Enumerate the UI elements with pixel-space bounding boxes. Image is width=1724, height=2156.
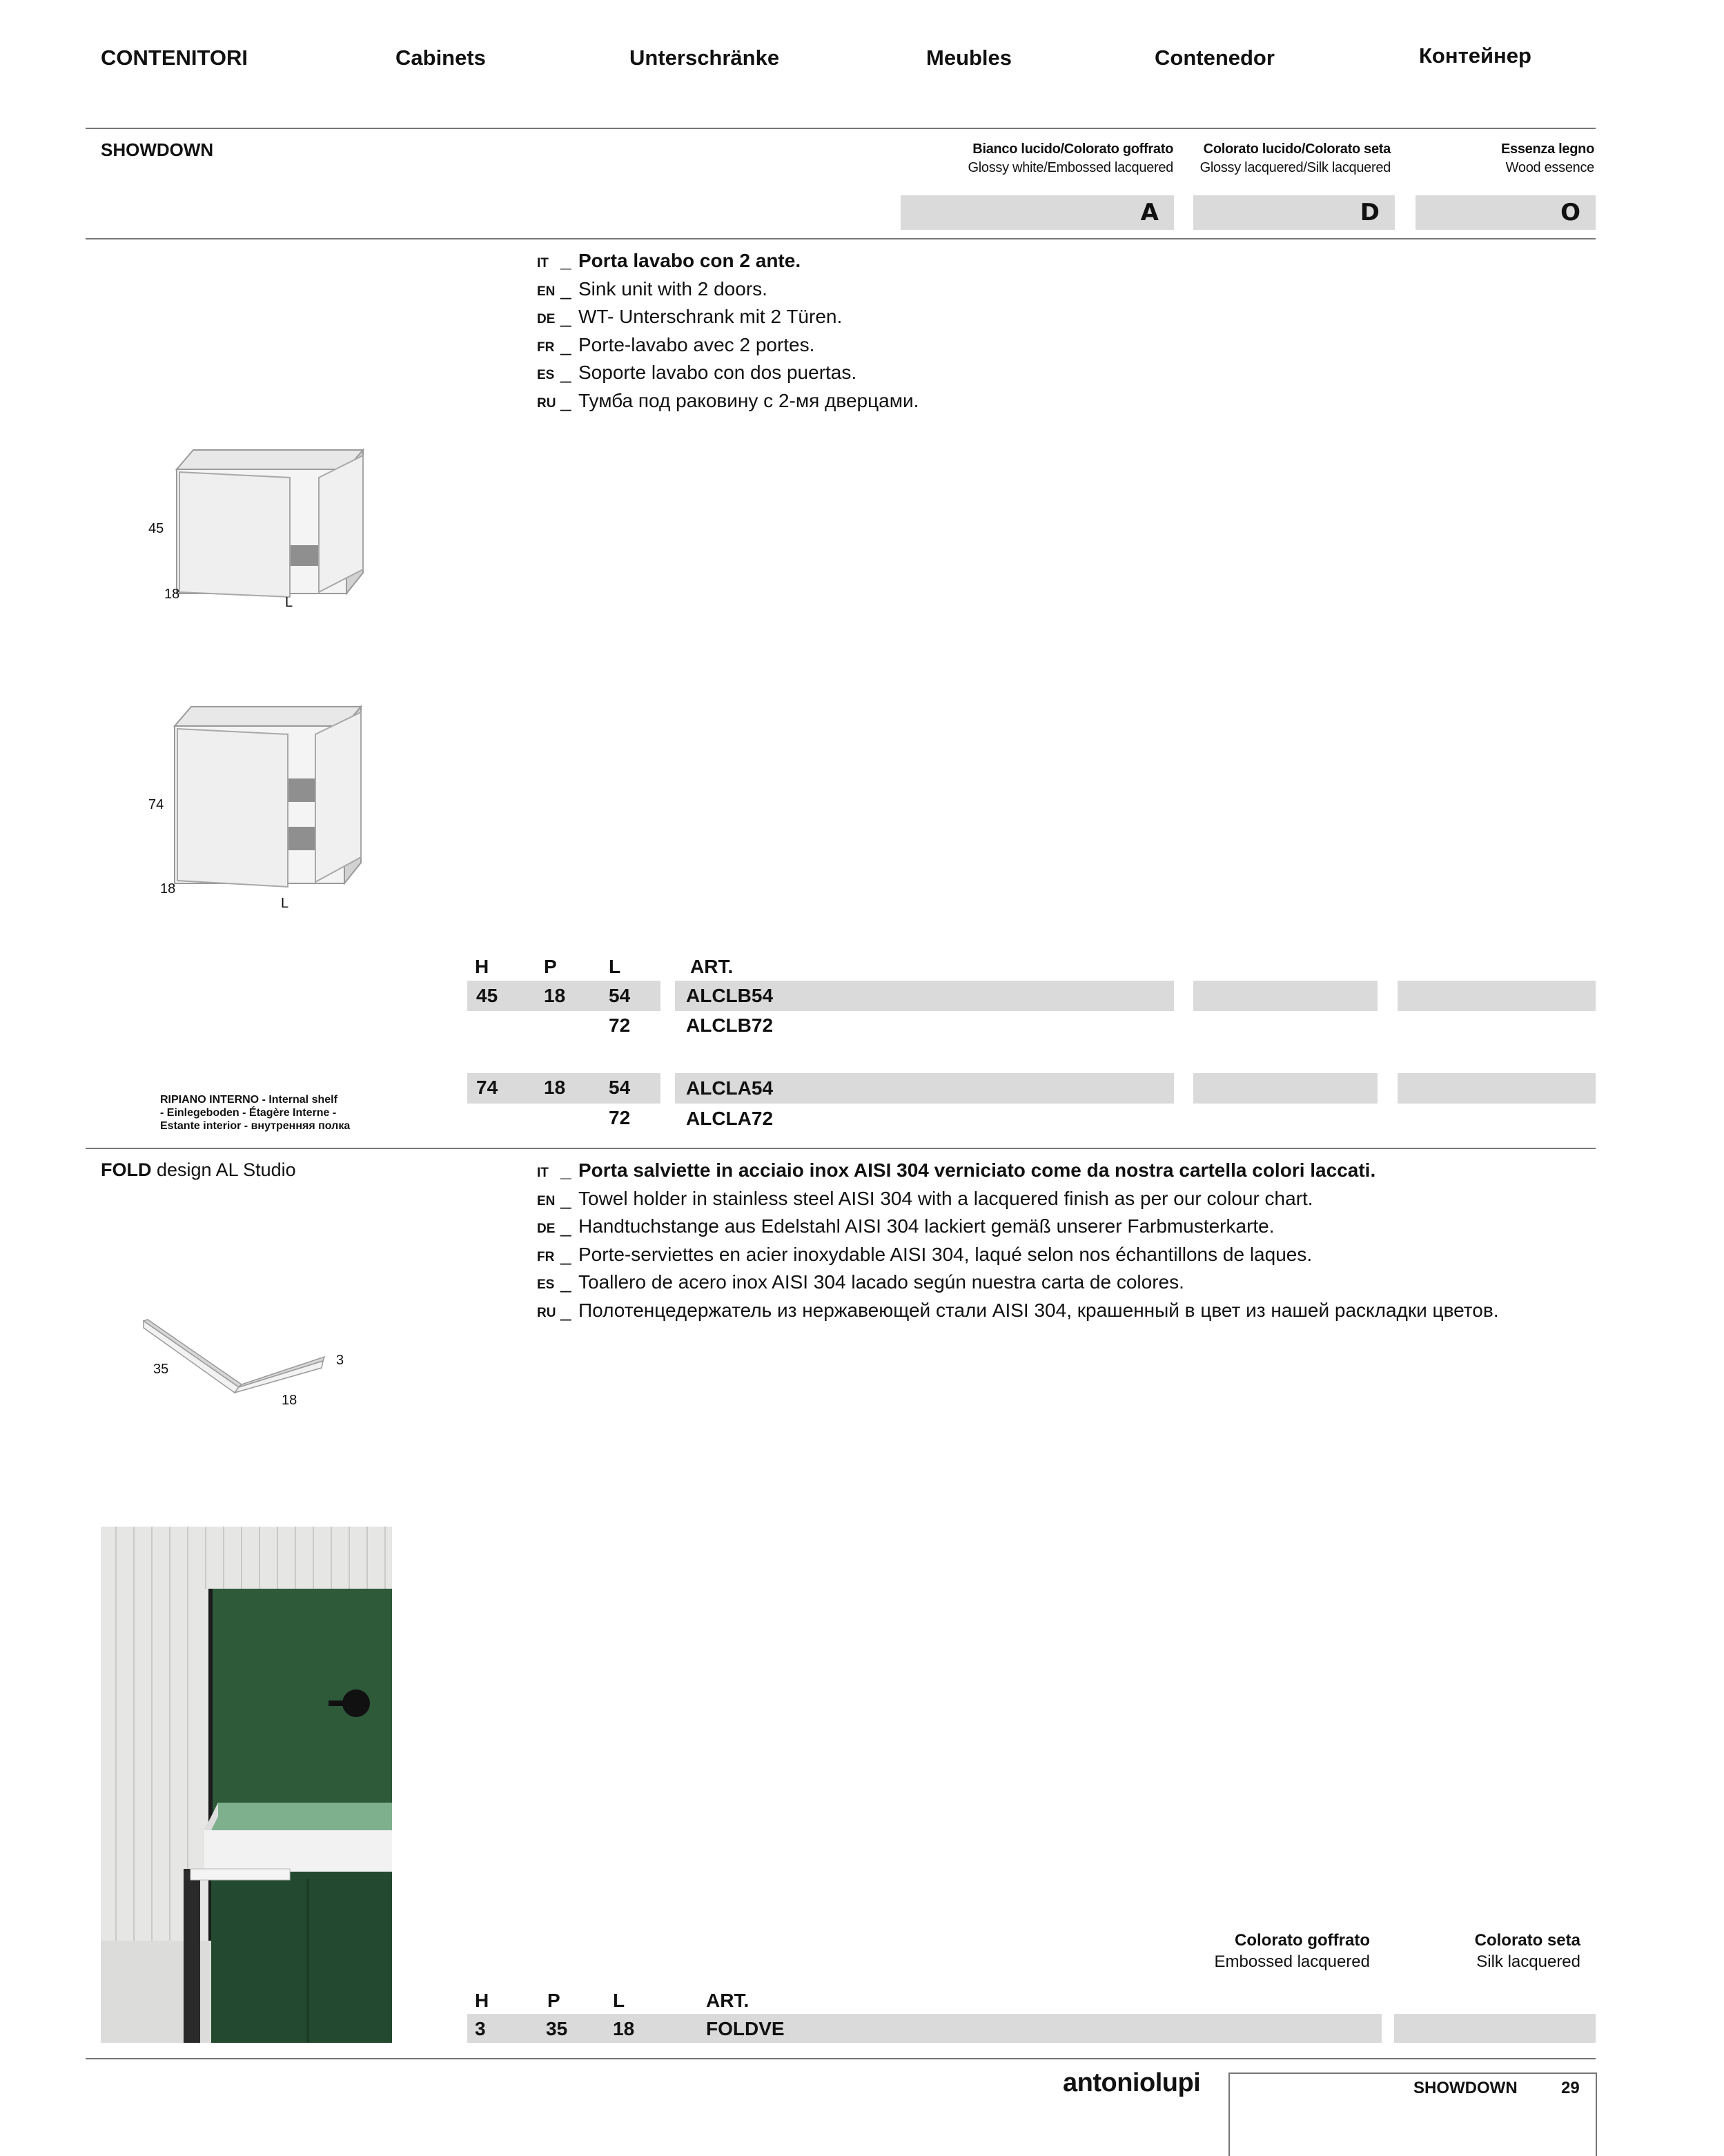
fold-title: FOLD design AL Studio: [101, 1159, 296, 1180]
cabinet-small-depth: 18: [164, 587, 180, 602]
sink-desc-fr: FR _ Porte-lavabo avec 2 portes.: [537, 334, 815, 355]
fold-row-h: 3: [475, 2018, 486, 2039]
sink-row4-l: 72: [609, 1107, 631, 1128]
fold-desc-en: EN _ Towel holder in stainless steel AISI 304 with a lacquered finish as per our colour chart.: [537, 1188, 1313, 1209]
finish-a-name-it: Bianco lucido/Colorato goffrato: [972, 141, 1173, 157]
fold-desc-es: ES _ Toallero de acero inox AISI 304 lacado según nuestra carta de colores.: [537, 1271, 1184, 1293]
sink-table-header-l: L: [609, 956, 621, 977]
sink-row2-art: ALCLB72: [686, 1015, 774, 1036]
header-title-en: Cabinets: [395, 46, 486, 70]
footer-page-number: 29: [1561, 2079, 1580, 2097]
cabinet-large-height: 74: [148, 797, 164, 812]
footer-box: [1228, 2072, 1597, 2156]
footer-brand-logo: antoniolupi: [1063, 2068, 1201, 2097]
sink-table-header-h: H: [475, 956, 489, 977]
finish-code-o: O: [1416, 195, 1596, 230]
sink-row2-l: 72: [609, 1015, 631, 1036]
sink-row1-h: 45: [476, 985, 498, 1006]
fold-row-p: 35: [546, 2018, 568, 2039]
sink-row1-d-bar: [1193, 981, 1378, 1011]
sink-desc-ru: RU _ Тумба под раковину с 2-мя дверцами.: [537, 390, 919, 411]
header-divider: [86, 128, 1596, 129]
sink-row1-l: 54: [609, 985, 631, 1006]
footer-divider: [86, 2058, 1596, 2059]
fold-table-header-l: L: [613, 1990, 625, 2011]
sink-row3-art: ALCLA54: [686, 1077, 774, 1099]
cabinet-small-width: L: [285, 595, 293, 610]
header-title-ru: Контейнер: [1419, 43, 1531, 68]
cabinet-large-depth: 18: [160, 881, 176, 896]
header-title-de: Unterschränke: [629, 46, 780, 70]
cabinet-large-drawing: [162, 697, 369, 897]
bathroom-photo: [101, 1527, 392, 2043]
shelf-note: RIPIANO INTERNO - Internal shelf - Einlegeboden - Étagère Interne - Estante interior - внутренняя полка: [160, 1094, 351, 1132]
footer-section: SHOWDOWN: [1413, 2079, 1518, 2097]
sink-row3-l: 54: [609, 1077, 631, 1098]
sink-row3-h: 74: [476, 1077, 498, 1098]
sink-row1-p: 18: [544, 985, 566, 1006]
cabinet-large-width: L: [281, 896, 289, 911]
towel-holder-length: 35: [153, 1362, 169, 1377]
fold-finish-embossed-it: Colorato goffrato: [1235, 1931, 1370, 1950]
sink-desc-it: IT _ Porta lavabo con 2 ante.: [537, 250, 801, 271]
section-title: SHOWDOWN: [101, 139, 214, 160]
header-title-it: CONTENITORI: [101, 46, 248, 70]
fold-row-l: 18: [613, 2018, 635, 2039]
fold-row-art-bar: [467, 2014, 1173, 2043]
towel-holder-height: 3: [336, 1353, 344, 1368]
finish-code-a: A: [901, 195, 1174, 230]
sink-desc-en: EN _ Sink unit with 2 doors.: [537, 278, 767, 300]
finish-a-name-en: Glossy white/Embossed lacquered: [968, 160, 1173, 175]
header-title-es: Contenedor: [1155, 46, 1275, 70]
finish-d-name-it: Colorato lucido/Colorato seta: [1203, 141, 1391, 157]
cabinet-small-drawing: [166, 442, 373, 607]
fold-finish-silk-en: Silk lacquered: [1476, 1952, 1580, 1971]
fold-row-silk-bar: [1394, 2014, 1596, 2043]
sink-row4-art: ALCLA72: [686, 1108, 774, 1129]
header-title-fr: Meubles: [926, 46, 1012, 70]
towel-holder-drawing: [138, 1311, 345, 1408]
cabinet-small-height: 45: [148, 521, 164, 536]
finish-o-name-en: Wood essence: [1505, 160, 1594, 175]
fold-row-embossed-bar: [1119, 2014, 1382, 2043]
sink-row1-art: ALCLB54: [686, 985, 774, 1006]
finish-o-name-it: Essenza legno: [1500, 141, 1594, 157]
sink-row3-o-bar: [1398, 1073, 1596, 1104]
fold-table-header-art: ART.: [706, 1990, 750, 2011]
fold-finish-embossed-en: Embossed lacquered: [1214, 1952, 1370, 1971]
section-divider: [86, 238, 1596, 239]
fold-desc-de: DE _ Handtuchstange aus Edelstahl AISI 304 lackiert gemäß unserer Farbmusterkarte.: [537, 1215, 1275, 1237]
fold-desc-fr: FR _ Porte-serviettes en acier inoxydable AISI 304, laqué selon nos échantillons de laques.: [537, 1244, 1313, 1265]
fold-desc-it: IT _ Porta salviette in acciaio inox AISI 304 verniciato come da nostra cartella colori laccati.: [537, 1159, 1376, 1181]
fold-table-header-h: H: [475, 1990, 489, 2011]
fold-row-art: FOLDVE: [706, 2018, 785, 2039]
finish-d-name-en: Glossy lacquered/Silk lacquered: [1199, 160, 1391, 175]
sink-table-header-art: ART.: [690, 956, 734, 977]
fold-desc-ru: RU _ Полотенцедержатель из нержавеющей стали AISI 304, крашенный в цвет из нашей раскладки цветов.: [537, 1300, 1499, 1321]
sink-table-header-p: P: [544, 956, 557, 977]
finish-code-d: D: [1193, 195, 1395, 230]
sink-desc-es: ES _ Soporte lavabo con dos puertas.: [537, 362, 857, 383]
fold-finish-silk-it: Colorato seta: [1474, 1931, 1580, 1950]
fold-divider: [86, 1148, 1596, 1149]
sink-row1-o-bar: [1398, 981, 1596, 1011]
sink-desc-de: DE _ WT- Unterschrank mit 2 Türen.: [537, 306, 843, 327]
sink-row3-d-bar: [1193, 1073, 1378, 1104]
fold-table-header-p: P: [547, 1990, 560, 2011]
sink-row3-p: 18: [544, 1077, 566, 1098]
towel-holder-depth: 18: [282, 1393, 297, 1408]
